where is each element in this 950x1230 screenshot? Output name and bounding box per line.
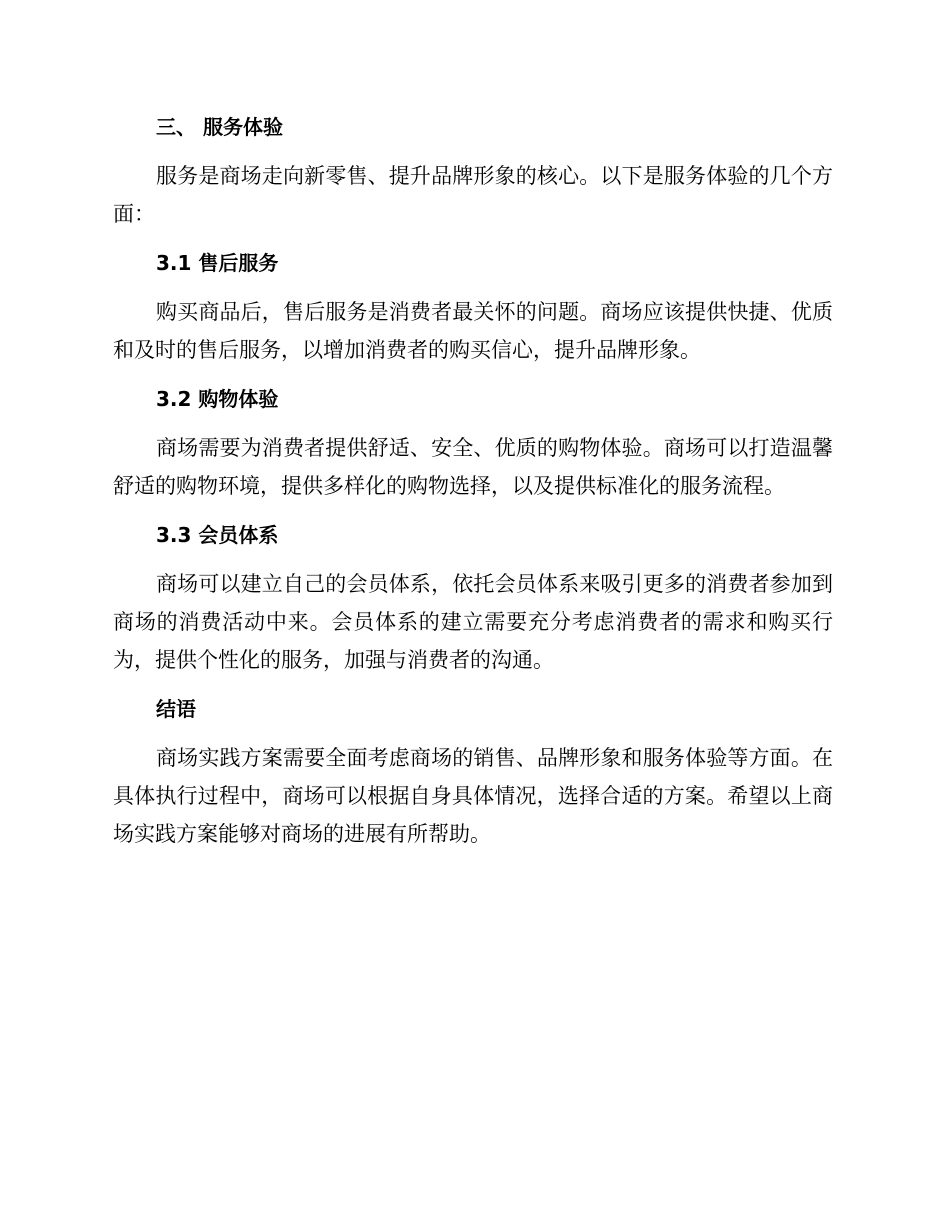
- conclusion-heading: 结语: [156, 697, 196, 721]
- document-body: [113, 105, 833, 853]
- section-heading: 三、 服务体验: [156, 115, 283, 139]
- subsection-paragraph-after-sales: 购买商品后，售后服务是消费者最关怀的问题。商场应该提供快捷、优质和及时的售后服务，以增加消费者的购买信心，提升品牌形象。: [113, 300, 833, 362]
- subsection-heading-membership: 3.3 会员体系: [156, 523, 279, 547]
- section-intro-paragraph: 服务是商场走向新零售、提升品牌形象的核心。以下是服务体验的几个方面：: [113, 164, 833, 226]
- subsection-heading-after-sales: 3.1 售后服务: [156, 251, 279, 275]
- conclusion-paragraph: 商场实践方案需要全面考虑商场的销售、品牌形象和服务体验等方面。在具体执行过程中，商场可以根据自身具体情况，选择合适的方案。希望以上商场实践方案能够对商场的进展有所帮助。: [113, 746, 833, 846]
- subsection-paragraph-membership: 商场可以建立自己的会员体系，依托会员体系来吸引更多的消费者参加到商场的消费活动中来。会员体系的建立需要充分考虑消费者的需求和购买行为，提供个性化的服务，加强与消费者的沟通。: [113, 572, 833, 672]
- subsection-heading-shopping-experience: 3.2 购物体验: [156, 387, 279, 411]
- subsection-paragraph-shopping-experience: 商场需要为消费者提供舒适、安全、优质的购物体验。商场可以打造温馨舒适的购物环境，提供多样化的购物选择，以及提供标准化的服务流程。: [113, 436, 833, 498]
